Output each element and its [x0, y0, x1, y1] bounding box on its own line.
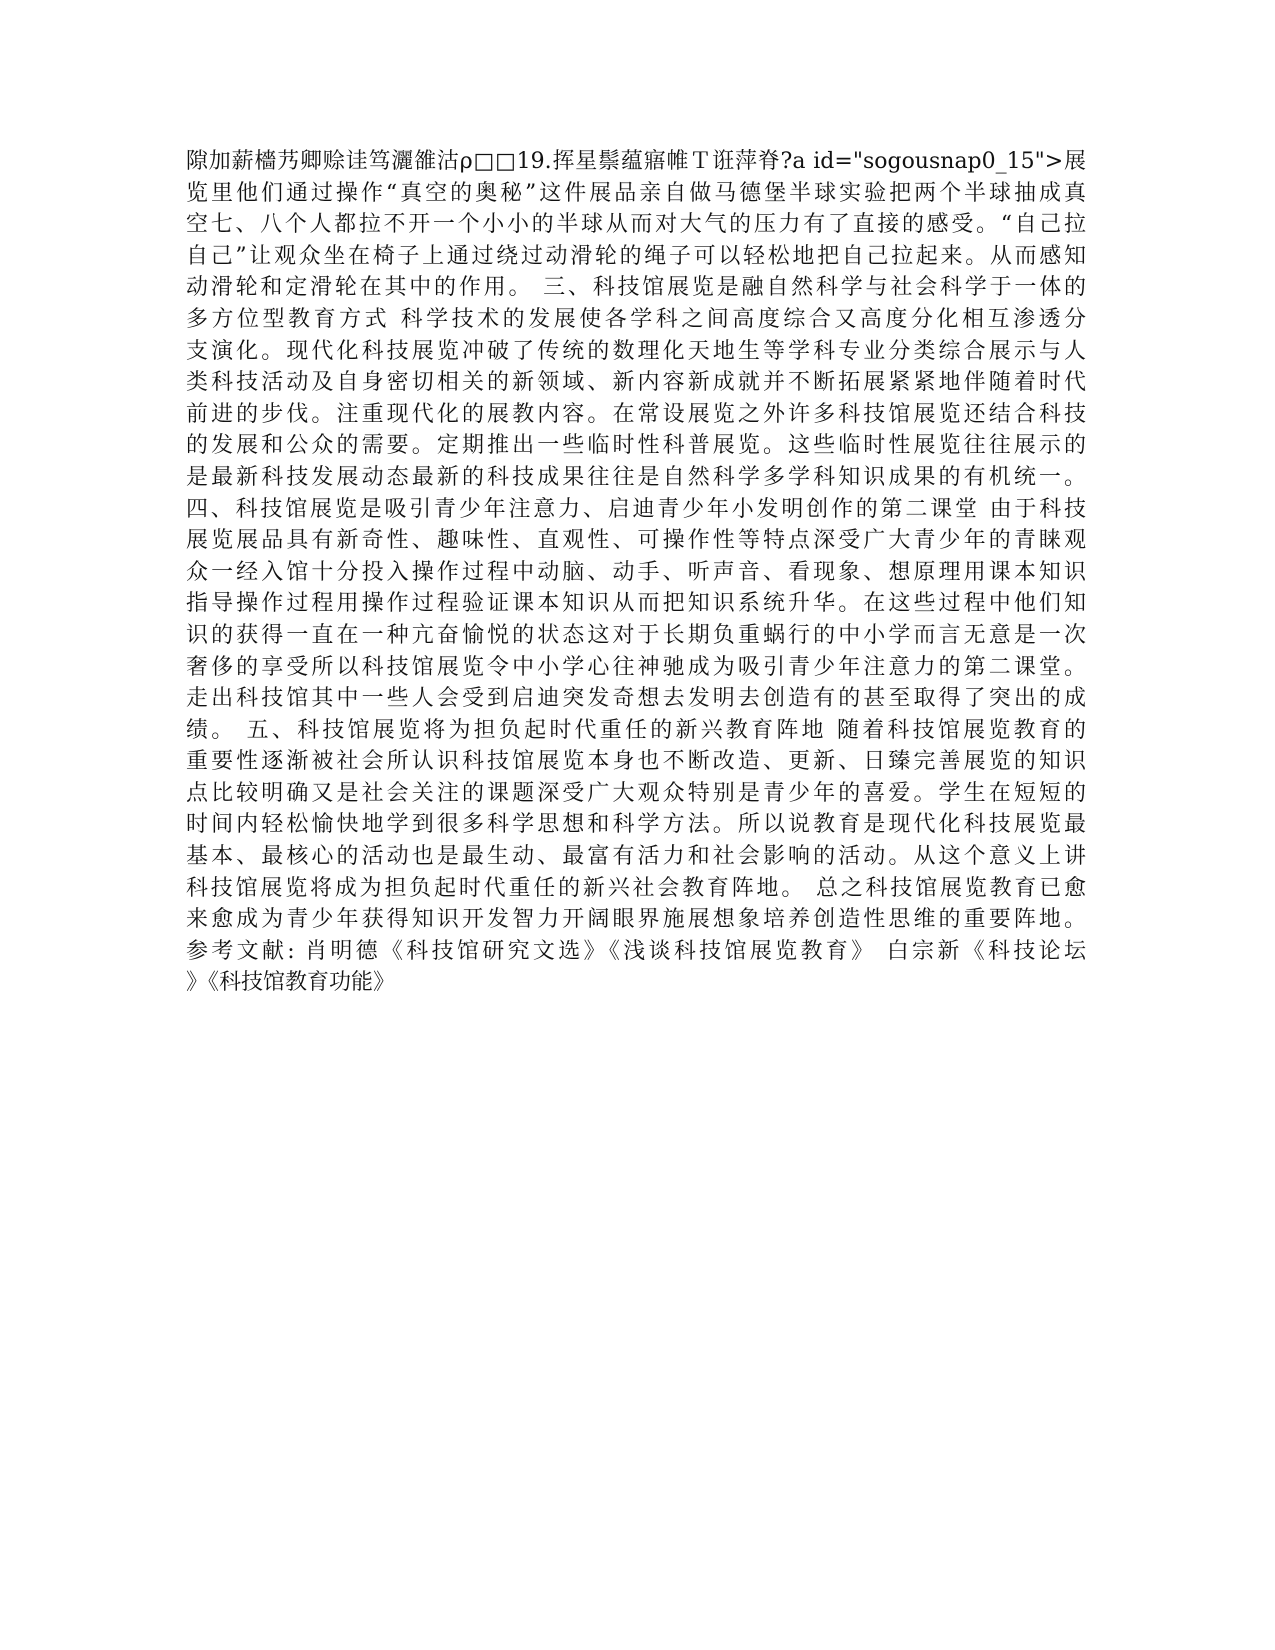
text-line: 展览展品具有新奇性、趣味性、直观性、可操作性等特点深受广大青少年的青睐观 — [186, 528, 1086, 554]
references-line-end: 》《科技馆教育功能》 — [186, 970, 396, 996]
text-line: 前进的步伐。注重现代化的展教内容。在常设展览之外许多科技馆展览还结合科技 — [186, 401, 1086, 427]
text-line: 览里他们通过操作“真空的奥秘”这件展品亲自做马德堡半球实验把两个半球抽成真 — [186, 180, 1086, 206]
text-line: 科技馆展览将成为担负起时代重任的新兴社会教育阵地。 总之科技馆展览教育已愈 — [186, 875, 1086, 901]
text-line: 动滑轮和定滑轮在其中的作用。 三、科技馆展览是融自然科学与社会科学于一体的 — [186, 275, 1086, 301]
text-line: 空七、八个人都拉不开一个小小的半球从而对大气的压力有了直接的感受。“自己拉 — [186, 212, 1086, 238]
text-line: 类科技活动及自身密切相关的新领域、新内容新成就并不断拓展紧紧地伴随着时代 — [186, 370, 1086, 396]
text-line: 指导操作过程用操作过程验证课本知识从而把知识系统升华。在这些过程中他们知 — [186, 591, 1086, 617]
text-line: 识的获得一直在一种亢奋愉悦的状态这对于长期负重蜗行的中小学而言无意是一次 — [186, 622, 1086, 648]
text-line: 的发展和公众的需要。定期推出一些临时性科普展览。这些临时性展览往往展示的 — [186, 433, 1086, 459]
text-line: 时间内轻松愉快地学到很多科学思想和科学方法。所以说教育是现代化科技展览最 — [186, 812, 1086, 838]
text-line: 重要性逐渐被社会所认识科技馆展览本身也不断改造、更新、日臻完善展览的知识 — [186, 749, 1086, 775]
text-line: 绩。 五、科技馆展览将为担负起时代重任的新兴教育阵地 随着科技馆展览教育的 — [186, 717, 1086, 743]
text-line: 奢侈的享受所以科技馆展览令中小学心往神驰成为吸引青少年注意力的第二课堂。 — [186, 654, 1086, 680]
text-line: 隙加薪檣艿卿赊诖笃灑雒沽ρ□□19.挥星鬃蕴寤帷Ｔ诳萍脊?a id="sogousnap0_15">展 — [186, 149, 1086, 174]
body-text — [186, 146, 1086, 999]
text-line: 众一经入馆十分投入操作过程中动脑、动手、听声音、看现象、想原理用课本知识 — [186, 559, 1086, 585]
text-line: 基本、最核心的活动也是最生动、最富有活力和社会影响的活动。从这个意义上讲 — [186, 844, 1086, 870]
text-line: 来愈成为青少年获得知识开发智力开阔眼界施展想象培养创造性思维的重要阵地。 — [186, 907, 1086, 933]
text-line: 是最新科技发展动态最新的科技成果往往是自然科学多学科知识成果的有机统一。 — [186, 464, 1086, 490]
text-line: 四、科技馆展览是吸引青少年注意力、启迪青少年小发明创作的第二课堂 由于科技 — [186, 496, 1086, 522]
text-line: 点比较明确又是社会关注的课题深受广大观众特别是青少年的喜爱。学生在短短的 — [186, 780, 1086, 806]
text-line: 支演化。现代化科技展览冲破了传统的数理化天地生等学科专业分类综合展示与人 — [186, 338, 1086, 364]
references-line: 参考文献: 肖明德《科技馆研究文选》《浅谈科技馆展览教育》 白宗新《科技论坛 — [186, 938, 1086, 964]
text-line: 走出科技馆其中一些人会受到启迪突发奇想去发明去创造有的甚至取得了突出的成 — [186, 686, 1086, 712]
text-line: 自己”让观众坐在椅子上通过绕过动滑轮的绳子可以轻松地把自己拉起来。从而感知 — [186, 243, 1086, 269]
text-line: 多方位型教育方式 科学技术的发展使各学科之间高度综合又高度分化相互渗透分 — [186, 306, 1086, 332]
